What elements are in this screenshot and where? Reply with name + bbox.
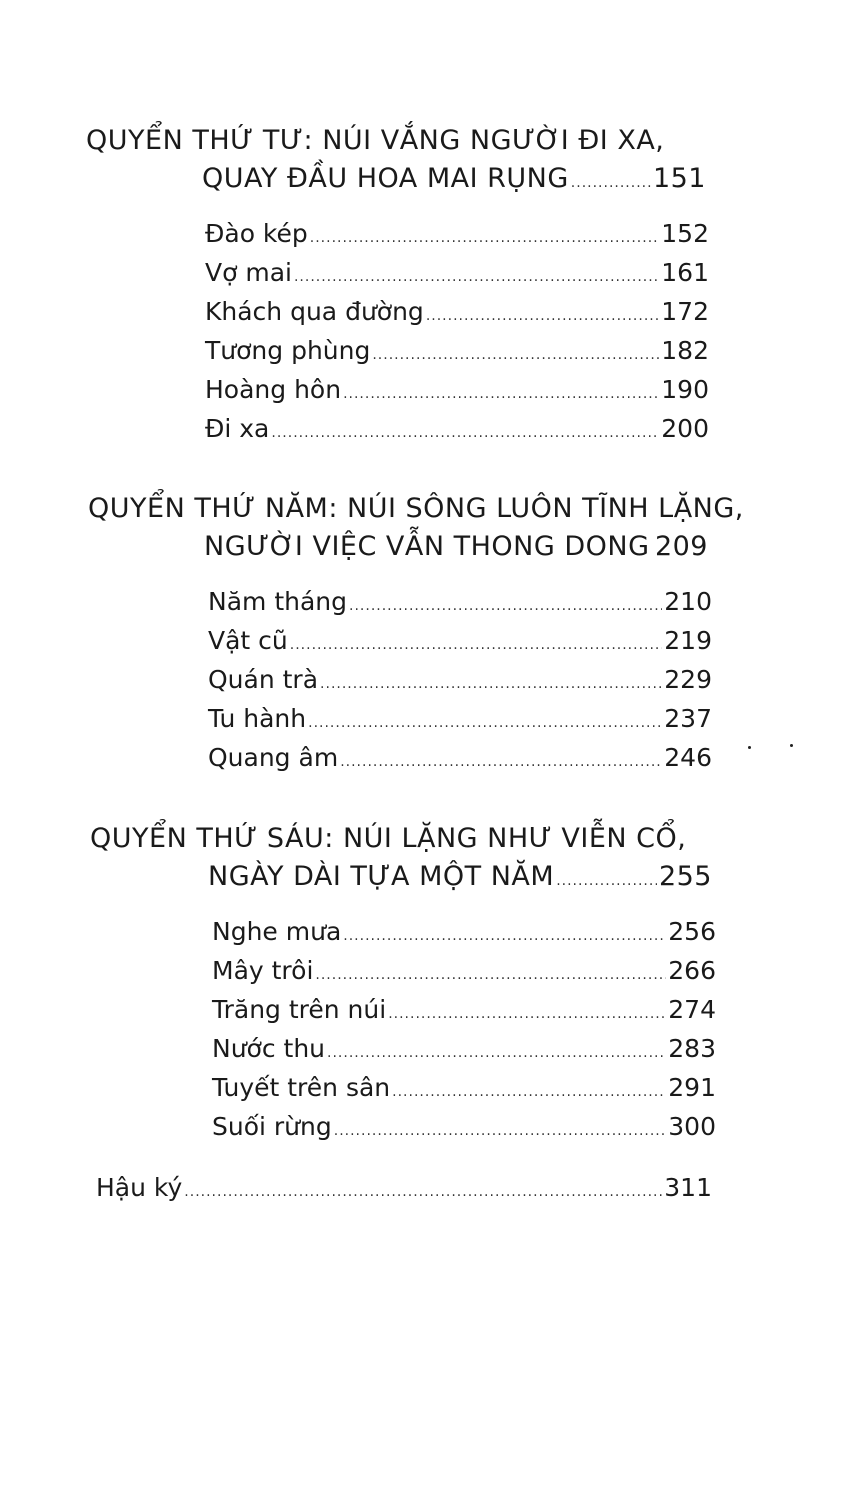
page-number: 152 <box>661 219 709 248</box>
chapter-title: Trăng trên núi <box>212 995 387 1024</box>
page-number: 246 <box>664 743 712 772</box>
page-number: 266 <box>668 956 716 985</box>
chapter-entry[interactable] <box>212 1029 716 1068</box>
page-number: 229 <box>664 665 712 694</box>
page-number: 283 <box>668 1034 716 1063</box>
chapter-entry[interactable] <box>212 990 716 1029</box>
leader-dots <box>310 219 660 258</box>
leader-dots <box>343 375 659 414</box>
leader-dots <box>349 587 662 626</box>
chapter-title: Mây trôi <box>212 956 314 985</box>
book-title-entry[interactable] <box>202 160 706 202</box>
page-number: 151 <box>652 163 706 194</box>
chapter-title: Năm tháng <box>208 587 348 616</box>
leader-dots <box>308 704 662 743</box>
leader-dots <box>426 297 659 336</box>
leader-dots <box>392 1073 666 1112</box>
leader-dots <box>184 1173 662 1212</box>
page-number: 256 <box>668 917 716 946</box>
book-title-line2: NGƯỜI VIỆC VẪN THONG DONG <box>204 531 650 562</box>
chapter-entry[interactable] <box>208 699 712 738</box>
chapter-entry[interactable] <box>212 1068 716 1107</box>
leader-dots <box>652 532 653 570</box>
page-number: 237 <box>664 704 712 733</box>
chapter-list <box>205 214 709 448</box>
page-number: 172 <box>661 297 709 326</box>
chapter-title: Hoàng hôn <box>205 375 342 404</box>
chapter-title: Quang âm <box>208 743 339 772</box>
chapter-entry[interactable] <box>205 370 709 409</box>
chapter-title: Khách qua đường <box>205 297 424 326</box>
chapter-title: Tu hành <box>208 704 307 733</box>
leader-dots <box>290 626 663 665</box>
chapter-entry[interactable] <box>205 409 709 448</box>
chapter-entry[interactable] <box>212 1107 716 1146</box>
leader-dots <box>388 995 666 1034</box>
chapter-title: Tuyết trên sân <box>212 1073 391 1102</box>
chapter-entry[interactable] <box>212 912 716 951</box>
leader-dots <box>556 862 657 900</box>
book-title-line2: NGÀY DÀI TỰA MỘT NĂM <box>208 861 555 892</box>
chapter-list <box>212 912 716 1146</box>
chapter-title: Đi xa <box>205 414 270 443</box>
chapter-list <box>208 582 712 777</box>
book-title-line1: QUYỂN THỨ TƯ: NÚI VẮNG NGƯỜI ĐI XA, <box>86 125 665 156</box>
chapter-entry[interactable] <box>212 951 716 990</box>
leader-dots <box>571 164 651 202</box>
leader-dots <box>372 336 659 375</box>
leader-dots <box>320 665 662 704</box>
chapter-title: Vật cũ <box>208 626 288 655</box>
book-title-line1: QUYỂN THỨ SÁU: NÚI LẶNG NHƯ VIỄN CỔ, <box>90 823 687 854</box>
afterword-entry[interactable] <box>96 1168 712 1207</box>
chapter-entry[interactable] <box>208 582 712 621</box>
page-number: 274 <box>668 995 716 1024</box>
chapter-title: Nghe mưa <box>212 917 342 946</box>
chapter-title: Nước thu <box>212 1034 326 1063</box>
chapter-entry[interactable] <box>205 214 709 253</box>
book-title-line2: QUAY ĐẦU HOA MAI RỤNG <box>202 163 569 194</box>
page-number: 291 <box>668 1073 716 1102</box>
chapter-entry[interactable] <box>205 331 709 370</box>
page-number: 200 <box>661 414 709 443</box>
leader-dots <box>271 414 659 453</box>
book-title-line1: QUYỂN THỨ NĂM: NÚI SÔNG LUÔN TĨNH LẶNG, <box>88 493 744 524</box>
page-number: 209 <box>654 531 708 562</box>
chapter-title: Quán trà <box>208 665 319 694</box>
chapter-title: Tương phùng <box>205 336 371 365</box>
book-title-entry[interactable] <box>204 528 708 570</box>
page-number: 300 <box>668 1112 716 1141</box>
book-title-entry[interactable] <box>208 858 712 900</box>
leader-dots <box>334 1112 667 1151</box>
afterword-title: Hậu ký <box>96 1173 183 1202</box>
page-number: 190 <box>661 375 709 404</box>
page-number: 161 <box>661 258 709 287</box>
scan-speck <box>790 744 793 747</box>
page-number: 255 <box>658 861 712 892</box>
chapter-title: Đào kép <box>205 219 308 248</box>
chapter-entry[interactable] <box>205 292 709 331</box>
chapter-entry[interactable] <box>208 738 712 777</box>
chapter-entry[interactable] <box>205 253 709 292</box>
page-number: 182 <box>661 336 709 365</box>
page-number: 210 <box>664 587 712 616</box>
chapter-title: Vợ mai <box>205 258 292 287</box>
scan-speck <box>748 746 751 749</box>
page-number: 219 <box>664 626 712 655</box>
chapter-entry[interactable] <box>208 621 712 660</box>
chapter-title: Suối rừng <box>212 1112 332 1141</box>
chapter-entry[interactable] <box>208 660 712 699</box>
leader-dots <box>340 743 662 782</box>
page-number: 311 <box>664 1173 712 1202</box>
leader-dots <box>343 917 666 956</box>
